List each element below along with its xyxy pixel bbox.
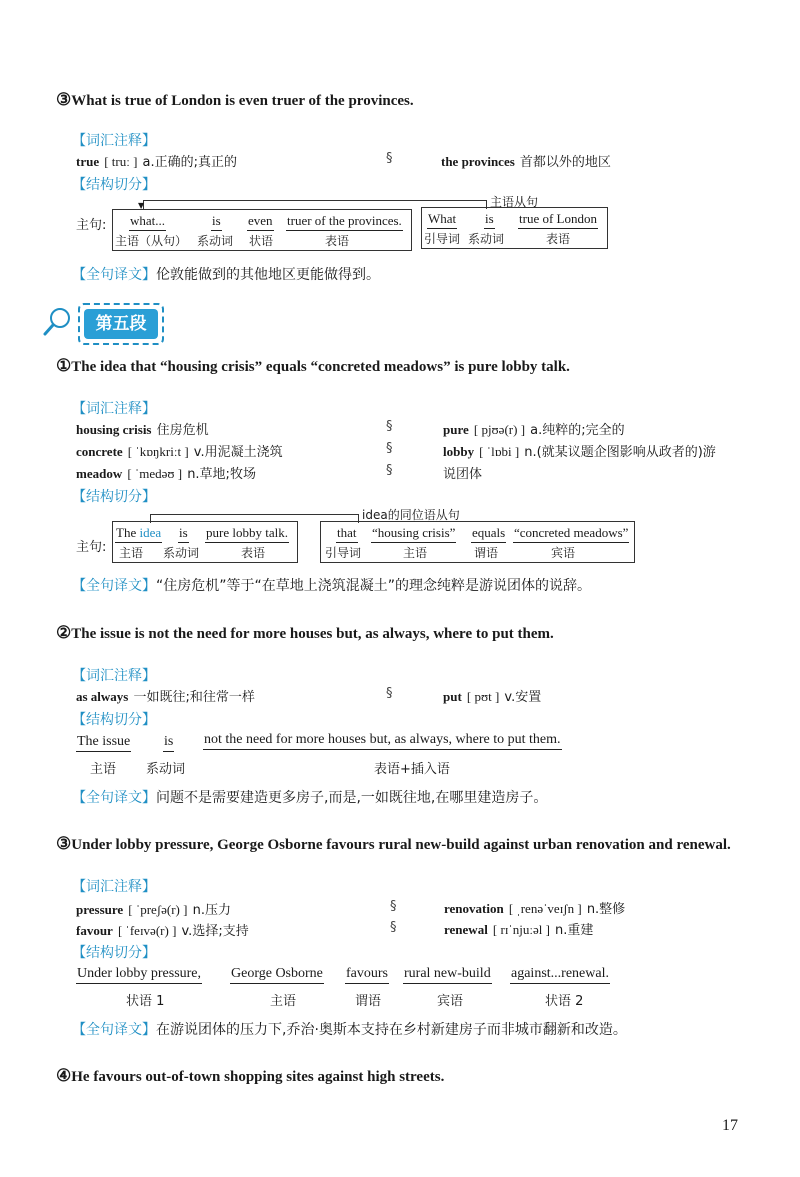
sentence-number: ④ [56,1066,72,1085]
vocab-entry: housing crisis 住房危机 [76,422,209,438]
vocab-entry: renewal [ rɪˈnjuːəl ] n.重建 [444,922,594,938]
sentence-text: The issue is not the need for more houses but, as always, where to put them. [71,626,554,642]
structure-tag: 【结构切分】 [72,177,156,193]
structure-label: 主语 [270,994,297,1009]
vocab-entry: pressure [ ˈpreʃə(r) ] n.压力 [76,902,231,918]
page-number: 17 [722,1117,738,1134]
structure-label: 主语 [90,762,117,777]
vocab-separator: § [386,441,393,456]
vocab-separator: § [390,920,397,935]
vocab-separator: § [390,899,397,914]
translation-row: 【全句译文】“住房危机”等于“在草地上浇筑混凝土”的理念纯粹是游说团体的说辞。 [72,578,592,594]
main-clause-label: 主句: [76,540,107,555]
main-clause-box: what... 主语（从句） is 系动词 even 状语 truer of the provinces. 表语 [112,209,412,251]
vocab-tag: 【词汇注释】 [72,879,156,895]
sentence-text: He favours out-of-town shopping sites against high streets. [71,1069,445,1085]
appositive-clause-label: idea的同位语从句 [362,508,460,522]
structure-part: Under lobby pressure, [76,966,202,984]
vocab-entry: renovation [ ˌrenəˈveɪʃn ] n.整修 [444,901,626,917]
vocab-separator: § [386,463,393,478]
sentence-4-heading [56,1066,444,1086]
vocab-def-continued: 说团体 [443,467,483,482]
sentence-3-heading [56,834,731,854]
vocab-separator: § [386,151,393,166]
vocab-entry: meadow [ ˈmedəʊ ] n.草地;牧场 [76,466,256,482]
vocab-tag: 【词汇注释】 [72,133,156,149]
sentence-text: Under lobby pressure, George Osborne favours rural new-build against urban renovation and renewal. [71,837,731,853]
section-header [78,303,164,345]
subject-clause-label: 主语从句 [490,195,539,209]
structure-part: against...renewal. [510,966,610,984]
sentence-number: ① [56,356,72,375]
structure-part: George Osborne [230,966,324,984]
structure-label: 表语+插入语 [374,762,450,777]
sentence-number: ③ [56,90,72,109]
sentence-number: ③ [56,834,72,853]
structure-tag: 【结构切分】 [72,489,156,505]
appositive-clause-box: that 引导词 “housing crisis” 主语 equals 谓语 “concreted meadows” 宾语 [320,521,635,563]
vocab-entry: lobby [ ˈlɒbi ] n.(就某议题企图影响从政者的)游 [443,444,716,460]
subject-clause-box: What 引导词 is 系动词 true of London 表语 [421,207,608,249]
vocab-entry: put [ pʊt ] v.安置 [443,689,542,705]
connector-line [150,514,359,515]
translation-row: 【全句译文】伦敦能做到的其他地区更能做得到。 [72,267,380,283]
translation-row: 【全句译文】问题不是需要建造更多房子,而是,一如既往地,在哪里建造房子。 [72,790,548,806]
structure-part: not the need for more houses but, as always, where to put them. [203,732,562,750]
structure-tag: 【结构切分】 [72,945,156,961]
vocab-entry: as always 一如既往;和往常一样 [76,689,255,705]
connector-line [143,200,487,201]
structure-part: rural new-build [403,966,492,984]
vocab-entry: concrete [ ˈkɒŋkriːt ] v.用泥凝土浇筑 [76,444,283,460]
main-clause-box: The idea 主语 is 系动词 pure lobby talk. 表语 [112,521,298,563]
structure-part: The issue [76,734,131,752]
sentence-1-heading [56,356,570,376]
arrow-down-icon: ▼ [138,201,145,210]
sentence-3-heading [56,90,414,110]
vocab-entry: favour [ ˈfeɪvə(r) ] v.选择;支持 [76,923,249,939]
vocab-entry: pure [ pjʊə(r) ] a.纯粹的;完全的 [443,422,625,438]
structure-part: is [163,734,174,752]
translation-row: 【全句译文】在游说团体的压力下,乔治·奥斯本支持在乡村新建房子而非城市翻新和改造。 [72,1022,627,1038]
sentence-2-heading [56,623,554,643]
structure-part: favours [345,966,389,984]
structure-label: 状语 1 [126,994,165,1009]
vocab-entry: true [ truː ] a.正确的;真正的 [76,154,237,170]
structure-label: 谓语 [355,994,382,1009]
structure-label: 系动词 [146,762,186,777]
sentence-text: The idea that “housing crisis” equals “concreted meadows” is pure lobby talk. [71,359,570,375]
vocab-tag: 【词汇注释】 [72,668,156,684]
structure-label: 宾语 [437,994,464,1009]
structure-tag: 【结构切分】 [72,712,156,728]
structure-label: 状语 2 [545,994,584,1009]
vocab-entry: the provinces 首都以外的地区 [441,154,611,170]
vocab-separator: § [386,419,393,434]
section-title: 第五段 [84,309,158,339]
vocab-tag: 【词汇注释】 [72,401,156,417]
sentence-number: ② [56,623,72,642]
sentence-text: What is true of London is even truer of the provinces. [71,93,414,109]
main-clause-label: 主句: [76,218,107,233]
magnifier-icon [40,304,76,344]
vocab-separator: § [386,686,393,701]
